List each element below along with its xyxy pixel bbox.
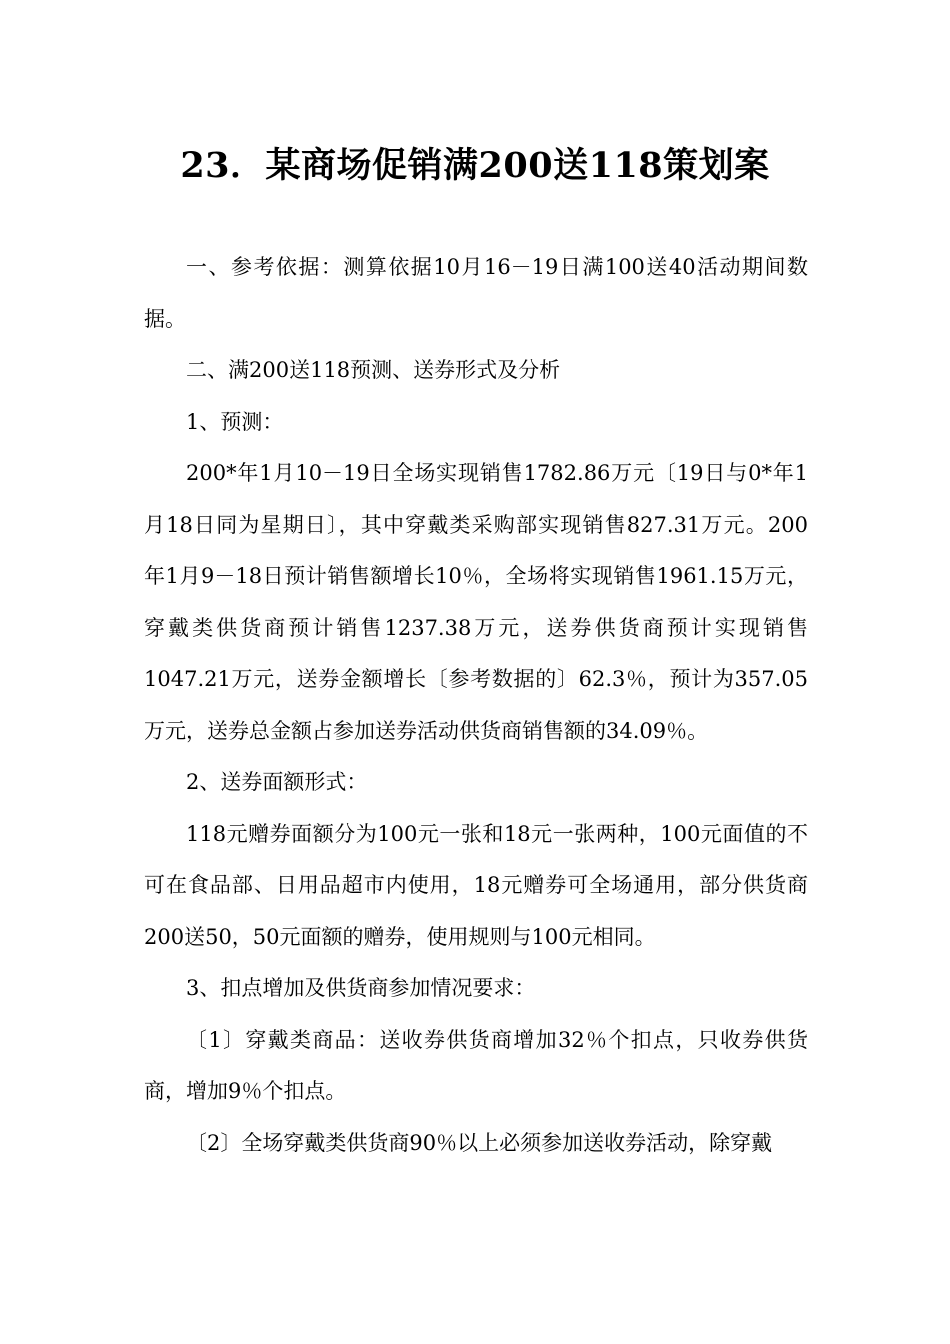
document-body bbox=[144, 242, 829, 1169]
paragraph-forecast-heading: 1、预测： bbox=[186, 409, 284, 434]
paragraph-forecast-body: 200*年1月10－19日全场实现销售1782.86万元〔19日与0*年1月18日同为星期日〕，其中穿戴类采购部实现销售827.31万元。200 年1月9－18日预计销售额增长10％，全场将实现销售1961.15万元，穿戴类供货商预计销售1237.38万元，送券供货商预计实现销售1047.21万元，送券金额增长〔参考数据的〕62.3％，预计为357.05万元，送券总金额占参加送券活动供货商销售额的34.09％。 bbox=[144, 461, 829, 743]
paragraph-commission-item-2: 〔2〕全场穿戴类供货商90％以上必须参加送收券活动，除穿戴 bbox=[186, 1130, 773, 1155]
paragraph-commission-heading: 3、扣点增加及供货商参加情况要求： bbox=[186, 976, 536, 1000]
paragraph-reference-basis: 一、参考依据：测算依据10月16－19日满100送40活动期间数据。 bbox=[144, 255, 808, 331]
paragraph-section-two-heading: 二、满200送118预测、送券形式及分析 bbox=[186, 358, 561, 382]
paragraph-coupon-form-heading: 2、送券面额形式： bbox=[186, 770, 368, 794]
document-title: 23．某商场促销满200送118策划案 bbox=[180, 145, 770, 186]
paragraph-coupon-form-body: 118元赠券面额分为100元一张和18元一张两种，100元面值的不可在食品部、日用品超市内使用，18元赠券可全场通用，部分供货商200送50，50元面额的赠券，使用规则与100元相同。 bbox=[144, 821, 808, 949]
paragraph-commission-item-1: 〔1〕穿戴类商品：送收券供货商增加32％个扣点，只收券供货商，增加9％个扣点。 bbox=[144, 1027, 808, 1103]
